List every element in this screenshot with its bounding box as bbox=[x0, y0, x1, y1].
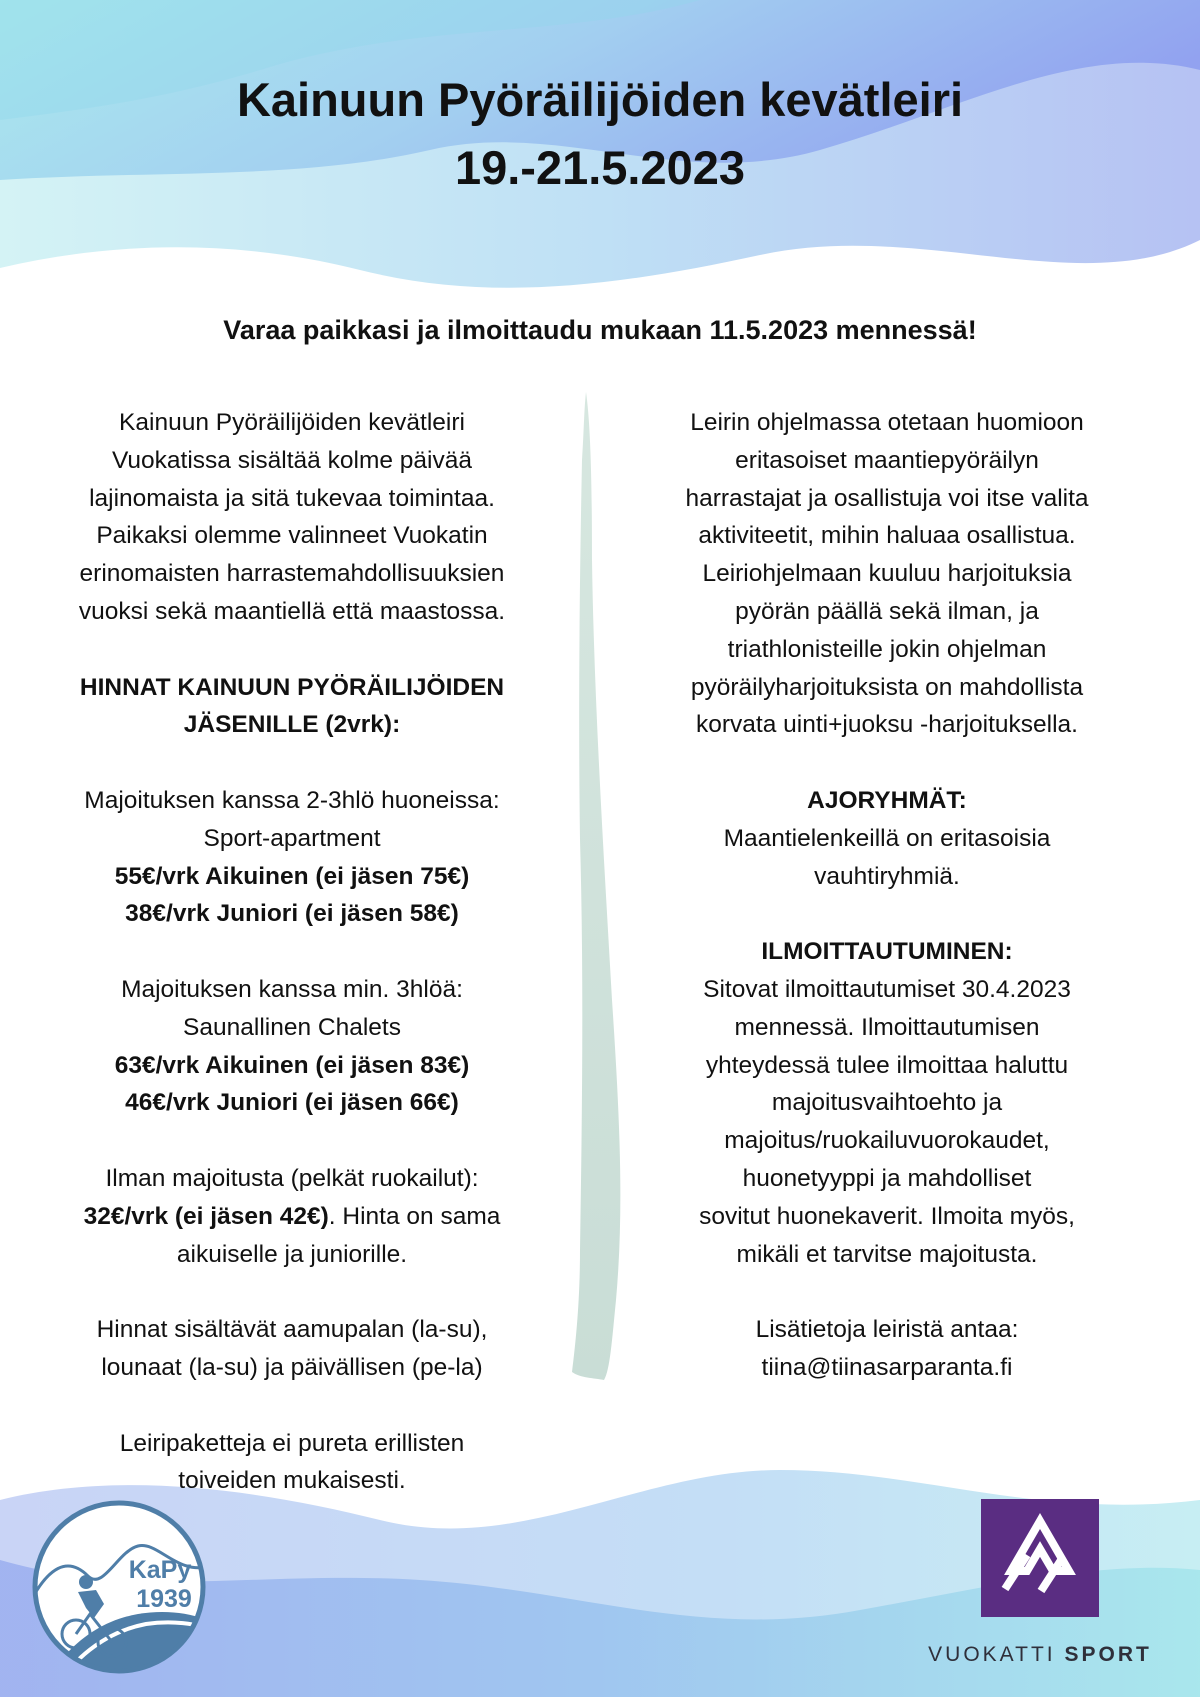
kapy-logo bbox=[28, 1496, 210, 1678]
price-includes-text: Hinnat sisältävät aamupalan (la-su), lounaat (la-su) ja päivällisen (pe-la) bbox=[96, 1316, 488, 1381]
page-title bbox=[0, 66, 1200, 202]
packages-note: Leiripaketteja ei pureta erillisten toiveiden mukaisesti. bbox=[119, 1429, 465, 1495]
right-column bbox=[630, 404, 1144, 1387]
left-column bbox=[34, 404, 550, 1500]
ride-groups-section: AJORYHMÄT: Maantielenkeillä on eritasoisia vauhtiryhmiä. bbox=[723, 786, 1051, 890]
kapy-name: KaPy bbox=[128, 1556, 192, 1584]
kapy-year: 1939 bbox=[136, 1585, 192, 1613]
prices-heading: HINNAT KAINUUN PYÖRÄILIJÖIDEN JÄSENILLE (2vrk): bbox=[79, 673, 505, 739]
price-option-meals-only: Ilman majoitusta (pelkät ruokailut): 32€/vrk (ei jäsen 42€). Hinta on sama aikuiselle ja juniorille. bbox=[83, 1164, 501, 1268]
vuokatti-sport-logo bbox=[981, 1499, 1099, 1617]
contact-email: tiina@tiinasarparanta.fi bbox=[761, 1353, 1013, 1381]
column-divider bbox=[572, 392, 620, 1380]
registration-section: ILMOITTAUTUMINEN: Sitovat ilmoittautumiset 30.4.2023 mennessä. Ilmoittautumisen yhteydessä tulee ilmoittaa haluttu majoitusvaihtoehto ja majoitus/ruokailuvuorokaudet, huonetyyppi ja mahdolliset sovitut huonekaverit. Ilmoita myös, mikäli et tarvitse majoitusta. bbox=[699, 938, 1075, 1268]
program-text: Leirin ohjelmassa otetaan huomioon eritasoiset maantiepyöräilyn harrastajat ja osallistuja voi itse valita aktiviteetit, mihin haluaa osallistua. Leiriohjelmaan kuuluu harjoituksia pyörän päällä sekä ilman, ja triathlonisteille jokin ohjelman pyöräilyharjoituksista on mahdollista korvata uinti+juoksu -harjoituksella. bbox=[685, 409, 1089, 739]
intro-text: Kainuun Pyöräilijöiden kevätleiri Vuokatissa sisältää kolme päivää lajinomaista ja sitä tukevaa toimintaa. Paikaksi olemme valinneet Vuokatin erinomaisten harrastemahdollisuuksien vuoksi sekä maantiellä että maastossa. bbox=[78, 409, 506, 625]
registration-heading: ILMOITTAUTUMINEN: bbox=[761, 938, 1013, 966]
title-line-2: 19.-21.5.2023 bbox=[454, 141, 746, 194]
contact-info: Lisätietoja leiristä antaa: tiina@tiinasarparanta.fi bbox=[755, 1316, 1019, 1381]
price-option-chalets: Majoituksen kanssa min. 3hlöä: Saunallinen Chalets 63€/vrk Aikuinen (ei jäsen 83€) 46€/vrk Juniori (ei jäsen 66€) bbox=[114, 975, 470, 1117]
registration-deadline-heading: Varaa paikkasi ja ilmoittaudu mukaan 11.5.2023 mennessä! bbox=[223, 315, 977, 345]
vuokatti-sport-wordmark: VUOKATTI SPORT bbox=[928, 1643, 1152, 1666]
ride-groups-heading: AJORYHMÄT: bbox=[807, 786, 967, 814]
price-option-apartment: Majoituksen kanssa 2-3hlö huoneissa: Sport-apartment 55€/vrk Aikuinen (ei jäsen 75€) 38€/vrk Juniori (ei jäsen 58€) bbox=[84, 786, 500, 928]
title-line-1: Kainuun Pyöräilijöiden kevätleiri bbox=[236, 73, 964, 126]
